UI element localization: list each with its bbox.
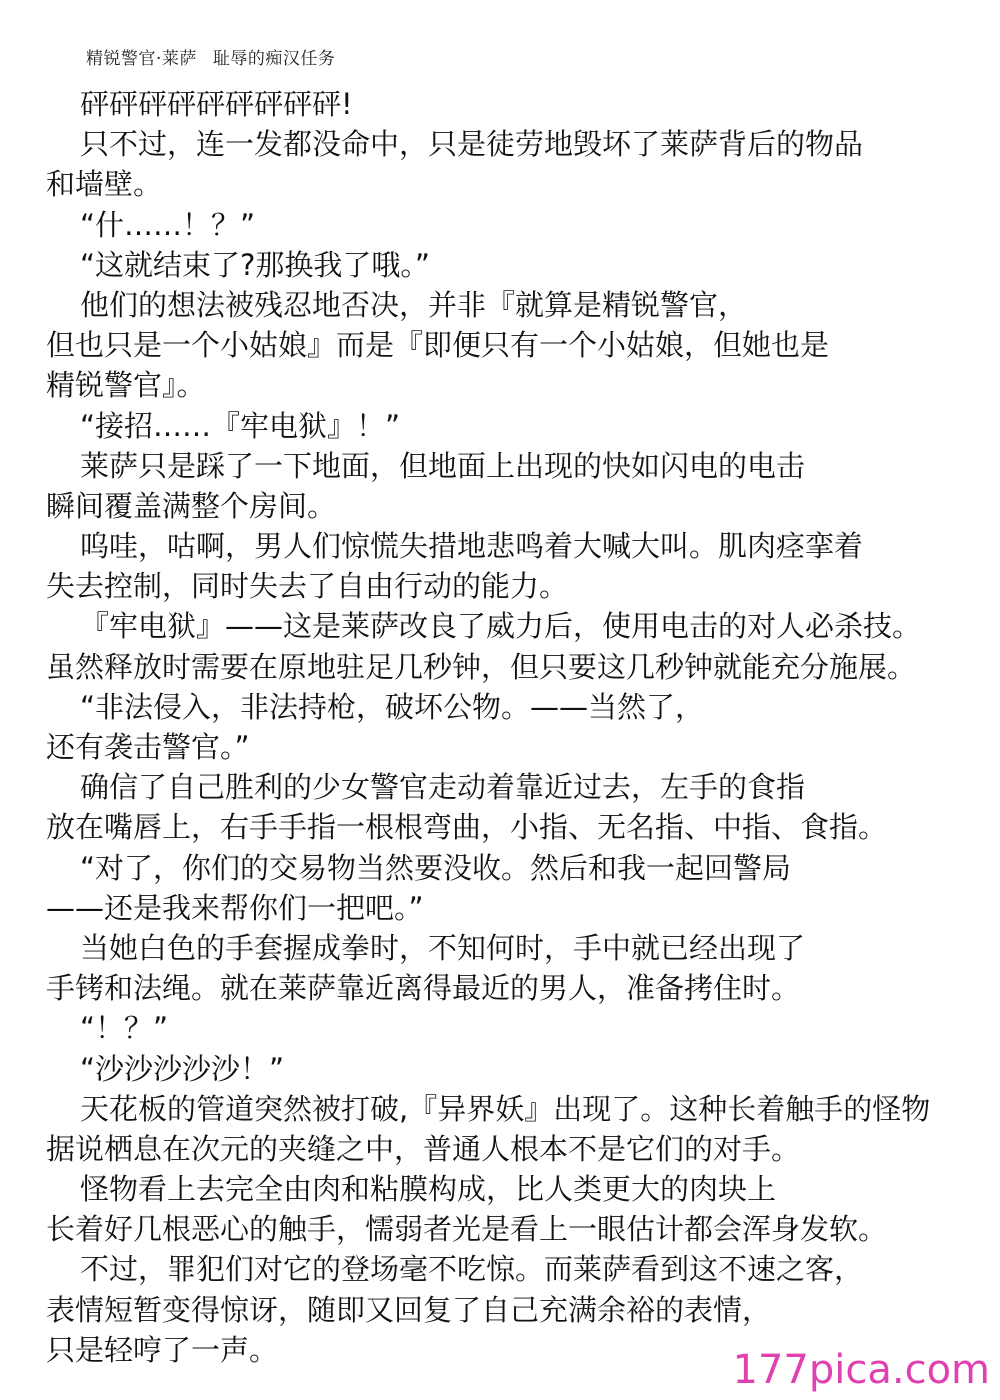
text-line: 精锐警官』。 [46, 368, 206, 403]
text-line: 瞬间覆盖满整个房间。 [46, 488, 337, 523]
text-line: “接招……『牢电狱』！” [80, 408, 401, 443]
text-line: 手铐和法绳。就在莱萨靠近离得最近的男人，准备拷住时。 [46, 971, 801, 1006]
text-line: 莱萨只是踩了一下地面，但地面上出现的快如闪电的电击 [80, 448, 806, 483]
text-line: 和墙壁。 [46, 167, 163, 202]
watermark: 177pica.com [732, 1347, 990, 1393]
text-line: 不过，罪犯们对它的登场毫不吃惊。而莱萨看到这不速之客， [80, 1252, 864, 1287]
chapter-title: 耻辱的痴汉任务 [212, 49, 336, 69]
text-line: ——还是我来帮你们一把吧。” [46, 890, 424, 925]
book-title: 精锐警官·莱萨 [86, 49, 197, 69]
text-line: 据说栖息在次元的夹缝之中，普通人根本不是它们的对手。 [46, 1131, 801, 1166]
text-line: 『牢电狱』——这是莱萨改良了威力后，使用电击的对人必杀技。 [80, 609, 922, 644]
text-line: “对了，你们的交易物当然要没收。然后和我一起回警局 [80, 850, 792, 885]
text-line: 表情短暂变得惊讶，随即又回复了自己充满余裕的表情， [46, 1292, 772, 1327]
text-line: 虽然释放时需要在原地驻足几秒钟，但只要这几秒钟就能充分施展。 [46, 649, 917, 684]
text-line: “非法侵入，非法持枪，破坏公物。——当然了， [80, 689, 705, 724]
text-line: 确信了自己胜利的少女警官走动着靠近过去，左手的食指 [80, 770, 806, 805]
text-line: “沙沙沙沙沙！” [80, 1051, 285, 1086]
text-line: 只是轻哼了一声。 [46, 1332, 279, 1367]
text-line: 但也只是一个小姑娘』而是『即便只有一个小姑娘，但她也是 [46, 328, 830, 363]
text-line: 只不过，连一发都没命中，只是徒劳地毁坏了莱萨背后的物品 [80, 127, 864, 162]
text-line: 长着好几根恶心的触手，懦弱者光是看上一眼估计都会浑身发软。 [46, 1212, 888, 1247]
text-line: “！？” [80, 1011, 169, 1046]
text-line: 怪物看上去完全由肉和粘膜构成，比人类更大的肉块上 [80, 1172, 777, 1207]
text-line: 天花板的管道突然被打破,『异界妖』出现了。这种长着触手的怪物 [80, 1091, 931, 1126]
running-header [86, 44, 335, 69]
text-line: 他们的想法被残忍地否决，并非『就算是精锐警官， [80, 287, 748, 322]
text-line: 失去控制，同时失去了自由行动的能力。 [46, 569, 569, 604]
text-line: 还有袭击警官。” [46, 730, 250, 764]
text-line: 呜哇，咕啊，男人们惊慌失措地悲鸣着大喊大叫。肌肉痉挛着 [80, 529, 864, 564]
text-line: “什……！？” [80, 207, 256, 242]
text-line: 当她白色的手套握成拳时，不知何时，手中就已经出现了 [80, 930, 806, 965]
text-line: 放在嘴唇上，右手手指一根根弯曲，小指、无名指、中指、食指。 [46, 810, 888, 845]
body-text [46, 84, 996, 1370]
text-line: 砰砰砰砰砰砰砰砰砰! [80, 87, 353, 121]
text-line: “这就结束了?那换我了哦。” [80, 247, 430, 282]
